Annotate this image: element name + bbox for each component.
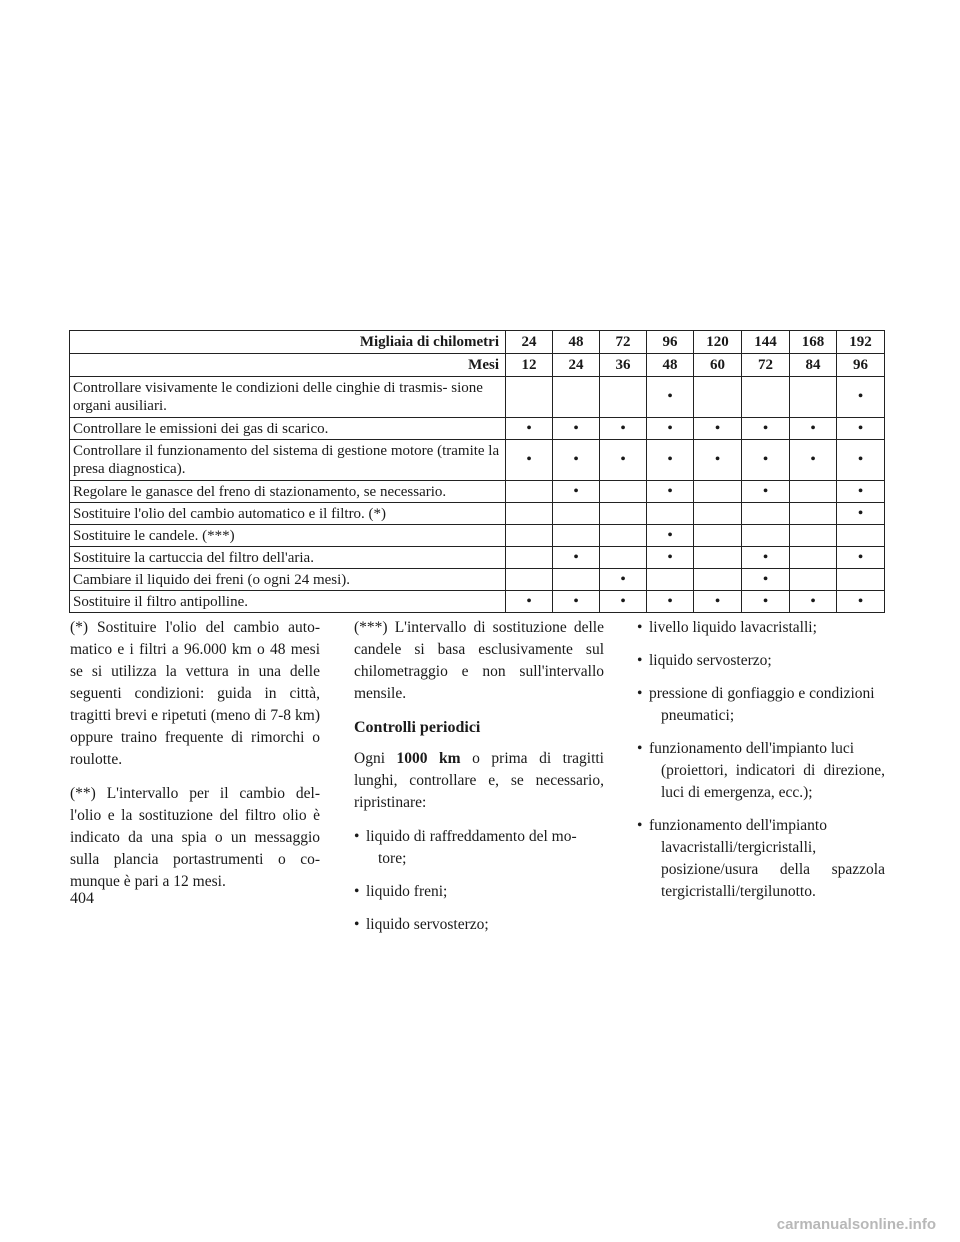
schedule-empty-cell — [600, 481, 647, 503]
schedule-empty-cell — [600, 525, 647, 547]
schedule-mark: • — [553, 591, 600, 613]
schedule-mark: • — [742, 547, 790, 569]
list-item-first-line: liquido di raffreddamento del mo- — [366, 828, 577, 845]
list-item — [637, 650, 885, 672]
schedule-mark: • — [553, 481, 600, 503]
schedule-mark: • — [837, 440, 885, 481]
list-item-text — [366, 826, 604, 870]
schedule-mark: • — [742, 481, 790, 503]
header-row-km — [70, 331, 885, 354]
bullet-icon: • — [637, 652, 643, 669]
schedule-empty-cell — [790, 547, 837, 569]
schedule-mark: • — [647, 547, 694, 569]
list-item-text — [649, 650, 885, 672]
schedule-row — [70, 481, 885, 503]
list-item — [637, 738, 885, 804]
header-km-cell: 48 — [553, 331, 600, 354]
list-item-text — [649, 738, 885, 804]
footnote-automatic-transmission: (*) Sostituire l'olio del cambio auto- matico e i filtri a 96.000 km o 48 mesi se si utilizza la vettura in una delle seguenti condizioni: guida in città, tragitti brevi e ripetuti (meno di 7-8 km) oppure traino frequente di rimorchi o roulotte. — [70, 619, 320, 768]
schedule-mark: • — [837, 503, 885, 525]
schedule-mark: • — [553, 440, 600, 481]
schedule-empty-cell — [790, 525, 837, 547]
header-month-cell: 24 — [553, 354, 600, 377]
list-item-continuation: (proiettori, indicatori di direzione, luci di emergenza, ecc.); — [661, 762, 885, 801]
schedule-empty-cell — [790, 569, 837, 591]
list-item-text — [366, 914, 604, 936]
header-month-cell: 72 — [742, 354, 790, 377]
schedule-empty-cell — [647, 503, 694, 525]
schedule-row — [70, 440, 885, 481]
list-item — [637, 617, 885, 639]
schedule-mark: • — [742, 569, 790, 591]
schedule-empty-cell — [600, 547, 647, 569]
schedule-empty-cell — [694, 547, 742, 569]
header-km-cell: 96 — [647, 331, 694, 354]
list-item-first-line: livello liquido lavacristalli; — [649, 619, 817, 636]
intro-suffix: o prima di tragitti lunghi, controllare e, se necessario, ripristinare: — [354, 750, 604, 811]
list-item — [354, 881, 604, 903]
list-item-first-line: liquido freni; — [366, 883, 448, 900]
bullet-icon: • — [354, 916, 360, 933]
schedule-mark: • — [837, 418, 885, 440]
header-month-cell: 48 — [647, 354, 694, 377]
intro-distance: 1000 km — [396, 750, 461, 767]
header-km-cell: 24 — [506, 331, 553, 354]
schedule-empty-cell — [790, 377, 837, 418]
list-item — [637, 815, 885, 903]
schedule-empty-cell — [790, 481, 837, 503]
schedule-empty-cell — [742, 503, 790, 525]
periodic-checks-intro — [354, 748, 604, 814]
schedule-mark: • — [742, 418, 790, 440]
list-item-continuation: lavacristalli/tergicristalli, posizione/usura della spazzola tergicristalli/tergilunotto. — [661, 839, 885, 900]
schedule-task: Sostituire l'olio del cambio automatico e il filtro. (*) — [70, 503, 506, 525]
list-item-first-line: pressione di gonfiaggio e condizioni — [649, 685, 875, 702]
list-item-text — [649, 617, 885, 639]
schedule-mark: • — [506, 418, 553, 440]
header-km-cell: 120 — [694, 331, 742, 354]
list-item-continuation: tore; — [378, 850, 407, 867]
schedule-mark: • — [742, 440, 790, 481]
intro-prefix: Ogni — [354, 750, 385, 767]
schedule-empty-cell — [694, 525, 742, 547]
schedule-row — [70, 525, 885, 547]
header-km-cell: 72 — [600, 331, 647, 354]
schedule-empty-cell — [694, 481, 742, 503]
list-item — [354, 914, 604, 936]
footnote-oil-change: (**) L'intervallo per il cambio del- l'olio e la sostituzione del filtro olio è indicato da una spia o un messaggio sulla plancia portastrumenti o co- munque è pari a 12 mesi. — [70, 785, 320, 890]
schedule-empty-cell — [506, 525, 553, 547]
schedule-mark: • — [553, 418, 600, 440]
schedule-mark: • — [647, 525, 694, 547]
header-month-cell: 60 — [694, 354, 742, 377]
schedule-mark: • — [506, 440, 553, 481]
schedule-mark: • — [790, 591, 837, 613]
schedule-empty-cell — [694, 377, 742, 418]
header-km-label: Migliaia di chilometri — [70, 331, 506, 354]
schedule-empty-cell — [837, 569, 885, 591]
schedule-row — [70, 547, 885, 569]
schedule-mark: • — [790, 440, 837, 481]
schedule-mark: • — [647, 377, 694, 418]
schedule-mark: • — [553, 547, 600, 569]
header-km-cell: 144 — [742, 331, 790, 354]
schedule-empty-cell — [553, 525, 600, 547]
schedule-empty-cell — [742, 377, 790, 418]
schedule-empty-cell — [694, 503, 742, 525]
schedule-empty-cell — [553, 569, 600, 591]
schedule-row — [70, 591, 885, 613]
schedule-mark: • — [600, 591, 647, 613]
list-item-first-line: funzionamento dell'impianto — [649, 817, 827, 834]
schedule-mark: • — [647, 481, 694, 503]
header-months-label: Mesi — [70, 354, 506, 377]
schedule-mark: • — [837, 547, 885, 569]
schedule-mark: • — [600, 418, 647, 440]
footnote-spark-plugs: (***) L'intervallo di sostituzione delle candele si basa esclusivamente sul chilometraggio e non sull'intervallo mensile. — [354, 619, 604, 702]
periodic-checks-column-continued — [637, 617, 885, 914]
schedule-empty-cell — [506, 481, 553, 503]
header-month-cell: 12 — [506, 354, 553, 377]
schedule-mark: • — [837, 481, 885, 503]
bullet-icon: • — [354, 883, 360, 900]
schedule-mark: • — [694, 440, 742, 481]
bullet-icon: • — [637, 685, 643, 702]
schedule-row — [70, 377, 885, 418]
maintenance-schedule-table — [69, 330, 885, 613]
schedule-mark: • — [837, 591, 885, 613]
list-item-first-line: liquido servosterzo; — [649, 652, 772, 669]
schedule-task: Sostituire la cartuccia del filtro dell'aria. — [70, 547, 506, 569]
list-item-first-line: liquido servosterzo; — [366, 916, 489, 933]
schedule-row — [70, 569, 885, 591]
schedule-row — [70, 503, 885, 525]
list-item-text — [366, 881, 604, 903]
bullet-icon: • — [637, 740, 643, 757]
schedule-empty-cell — [506, 569, 553, 591]
header-km-cell: 168 — [790, 331, 837, 354]
schedule-mark: • — [742, 591, 790, 613]
header-km-cell: 192 — [837, 331, 885, 354]
schedule-mark: • — [647, 418, 694, 440]
schedule-task: Sostituire le candele. (***) — [70, 525, 506, 547]
list-item-text — [649, 683, 885, 727]
schedule-empty-cell — [506, 377, 553, 418]
footnotes-column — [70, 617, 320, 905]
periodic-checks-list — [354, 826, 604, 936]
schedule-mark: • — [694, 418, 742, 440]
schedule-empty-cell — [553, 377, 600, 418]
schedule-empty-cell — [742, 525, 790, 547]
schedule-empty-cell — [647, 569, 694, 591]
periodic-checks-list-continued — [637, 617, 885, 903]
list-item-continuation: pneumatici; — [661, 707, 735, 724]
periodic-checks-heading: Controlli periodici — [354, 719, 481, 736]
schedule-row — [70, 418, 885, 440]
header-month-cell: 36 — [600, 354, 647, 377]
schedule-task: Regolare le ganasce del freno di stazionamento, se necessario. — [70, 481, 506, 503]
bullet-icon: • — [637, 817, 643, 834]
schedule-empty-cell — [694, 569, 742, 591]
schedule-task: Controllare le emissioni dei gas di scarico. — [70, 418, 506, 440]
bullet-icon: • — [354, 828, 360, 845]
schedule-task: Controllare il funzionamento del sistema di gestione motore (tramite la presa diagnostica). — [70, 440, 506, 481]
schedule-empty-cell — [553, 503, 600, 525]
schedule-mark: • — [506, 591, 553, 613]
schedule-mark: • — [600, 569, 647, 591]
schedule-empty-cell — [790, 503, 837, 525]
schedule-mark: • — [647, 591, 694, 613]
header-month-cell: 84 — [790, 354, 837, 377]
list-item — [354, 826, 604, 870]
page-number: 404 — [70, 890, 94, 907]
schedule-empty-cell — [506, 547, 553, 569]
list-item — [637, 683, 885, 727]
schedule-task: Sostituire il filtro antipolline. — [70, 591, 506, 613]
bullet-icon: • — [637, 619, 643, 636]
schedule-task: Controllare visivamente le condizioni delle cinghie di trasmis- sione organi ausiliari. — [70, 377, 506, 418]
schedule-empty-cell — [506, 503, 553, 525]
schedule-empty-cell — [600, 503, 647, 525]
periodic-checks-column — [354, 617, 604, 947]
schedule-mark: • — [837, 377, 885, 418]
schedule-mark: • — [647, 440, 694, 481]
header-month-cell: 96 — [837, 354, 885, 377]
list-item-first-line: funzionamento dell'impianto luci — [649, 740, 855, 757]
schedule-task: Cambiare il liquido dei freni (o ogni 24 mesi). — [70, 569, 506, 591]
schedule-empty-cell — [837, 525, 885, 547]
schedule-mark: • — [790, 418, 837, 440]
list-item-text — [649, 815, 885, 903]
schedule-empty-cell — [600, 377, 647, 418]
schedule-mark: • — [600, 440, 647, 481]
header-row-months — [70, 354, 885, 377]
watermark: carmanualsonline.info — [776, 1216, 936, 1233]
schedule-mark: • — [694, 591, 742, 613]
